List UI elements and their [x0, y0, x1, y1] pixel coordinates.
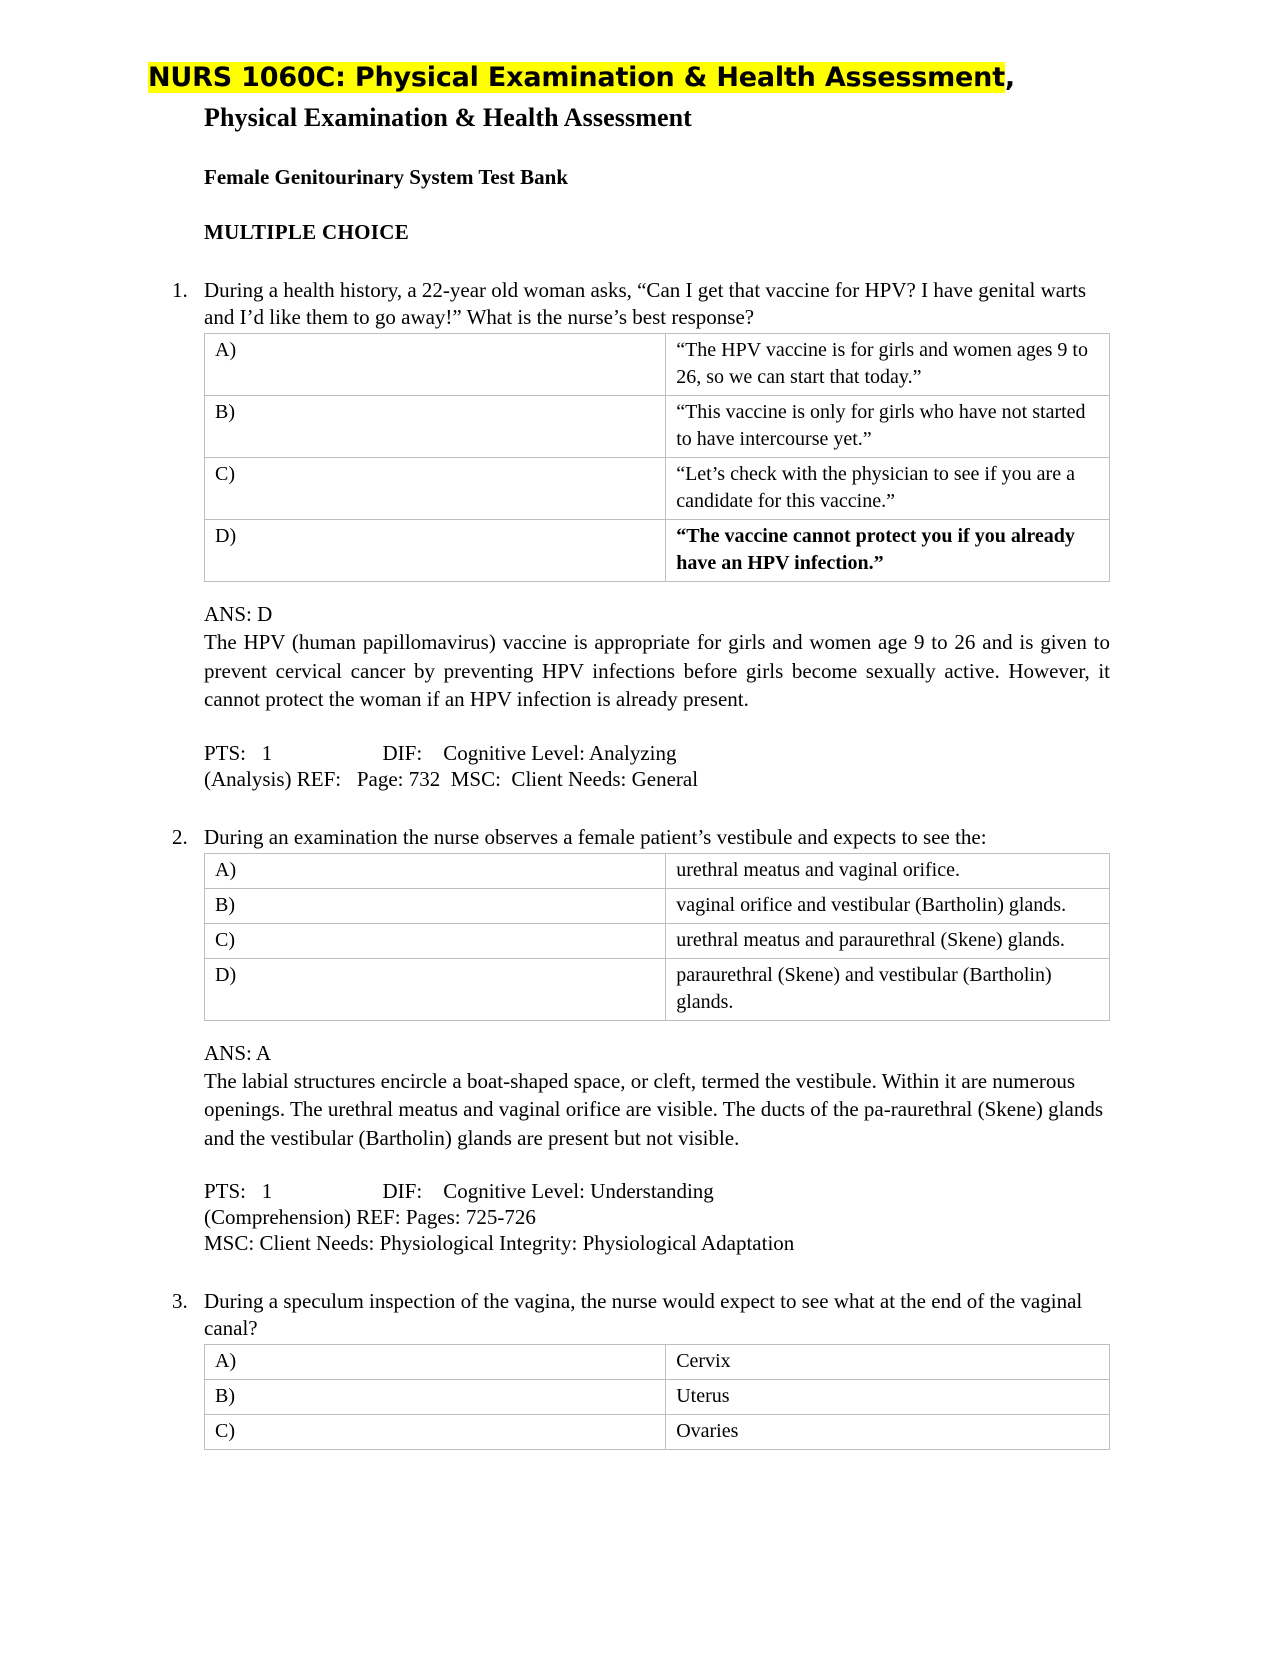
option-key: A)	[205, 1345, 666, 1380]
option-text: Ovaries	[666, 1415, 1110, 1450]
table-row[interactable]	[205, 1380, 1110, 1415]
option-text: urethral meatus and vaginal orifice.	[666, 853, 1110, 888]
table-row[interactable]	[205, 458, 1110, 520]
options-table	[204, 853, 1110, 1021]
option-text: “The HPV vaccine is for girls and women ages 9 to 26, so we can start that today.”	[666, 334, 1110, 396]
question-number: 2.	[172, 824, 188, 849]
answer-rationale: The labial structures encircle a boat-shaped space, or cleft, termed the vestibule. Within it are numerous openings. The urethral meatus and vaginal orifice are visible. The ducts of the pa-raurethral (Skene) glands and the vestibular (Bartholin) glands are present but not visible.	[204, 1068, 1103, 1150]
answer-key: ANS: A	[204, 1040, 272, 1065]
table-row[interactable]	[205, 923, 1110, 958]
option-key: A)	[205, 334, 666, 396]
option-text: paraurethral (Skene) and vestibular (Bartholin) glands.	[666, 958, 1110, 1020]
table-row[interactable]	[205, 520, 1110, 582]
document-subtitle: Physical Examination & Health Assessment	[204, 103, 692, 133]
metadata-line: PTS: 1 DIF: Cognitive Level: Analyzing	[204, 740, 677, 765]
metadata-block-2	[148, 1178, 1110, 1256]
answer-block-1	[148, 600, 1110, 714]
table-row[interactable]	[205, 853, 1110, 888]
answer-key: ANS: D	[204, 602, 273, 627]
highlighted-course-title: NURS 1060C: Physical Examination & Health Assessment	[148, 62, 1005, 93]
table-row[interactable]	[205, 1415, 1110, 1450]
question-number: 3.	[172, 1289, 188, 1314]
option-text: “Let’s check with the physician to see if you are a candidate for this vaccine.”	[666, 458, 1110, 520]
option-key: B)	[205, 396, 666, 458]
document-header-title	[148, 62, 1110, 93]
metadata-line: (Comprehension) REF: Pages: 725-726	[204, 1205, 536, 1230]
question-stem: During an examination the nurse observes a female patient’s vestibule and expects to see the:	[204, 824, 987, 849]
multiple-choice-label: MULTIPLE CHOICE	[204, 220, 410, 245]
table-row[interactable]	[205, 396, 1110, 458]
option-text: Uterus	[666, 1380, 1110, 1415]
table-row[interactable]	[205, 958, 1110, 1020]
answer-rationale: The HPV (human papillomavirus) vaccine is appropriate for girls and women age 9 to 26 and is given to prevent cervical cancer by preventing HPV infections before girls become sexually active. However, it cannot protect the woman if an HPV infection is already present.	[204, 630, 1110, 712]
question-stem: During a health history, a 22-year old woman asks, “Can I get that vaccine for HPV? I have genital warts and I’d like them to go away!” What is the nurse’s best response?	[204, 278, 1087, 330]
option-text: Cervix	[666, 1345, 1110, 1380]
option-text: “The vaccine cannot protect you if you already have an HPV infection.”	[666, 520, 1110, 582]
option-key: D)	[205, 520, 666, 582]
option-key: B)	[205, 1380, 666, 1415]
question-block-3	[148, 1288, 1110, 1450]
answer-block-2	[148, 1039, 1110, 1153]
table-row[interactable]	[205, 888, 1110, 923]
title-trailing-comma: ,	[1004, 62, 1015, 93]
table-row[interactable]	[205, 1345, 1110, 1380]
metadata-line: (Analysis) REF: Page: 732 MSC: Client Needs: General	[204, 766, 699, 791]
question-number: 1.	[172, 278, 188, 303]
table-row[interactable]	[205, 334, 1110, 396]
option-key: D)	[205, 958, 666, 1020]
options-table	[204, 1344, 1110, 1450]
option-key: C)	[205, 1415, 666, 1450]
test-bank-section-title: Female Genitourinary System Test Bank	[204, 165, 569, 190]
question-stem: During a speculum inspection of the vagina, the nurse would expect to see what at the end of the vaginal canal?	[204, 1289, 1083, 1341]
question-block-1	[148, 277, 1110, 582]
metadata-line: MSC: Client Needs: Physiological Integrity: Physiological Adaptation	[204, 1231, 795, 1256]
option-key: B)	[205, 888, 666, 923]
option-text: urethral meatus and paraurethral (Skene) glands.	[666, 923, 1110, 958]
option-key: A)	[205, 853, 666, 888]
option-text: “This vaccine is only for girls who have not started to have intercourse yet.”	[666, 396, 1110, 458]
option-text: vaginal orifice and vestibular (Bartholin) glands.	[666, 888, 1110, 923]
option-key: C)	[205, 458, 666, 520]
options-table	[204, 333, 1110, 582]
question-block-2	[148, 824, 1110, 1021]
metadata-line: PTS: 1 DIF: Cognitive Level: Understanding	[204, 1179, 714, 1204]
option-key: C)	[205, 923, 666, 958]
metadata-block-1	[148, 740, 1110, 792]
